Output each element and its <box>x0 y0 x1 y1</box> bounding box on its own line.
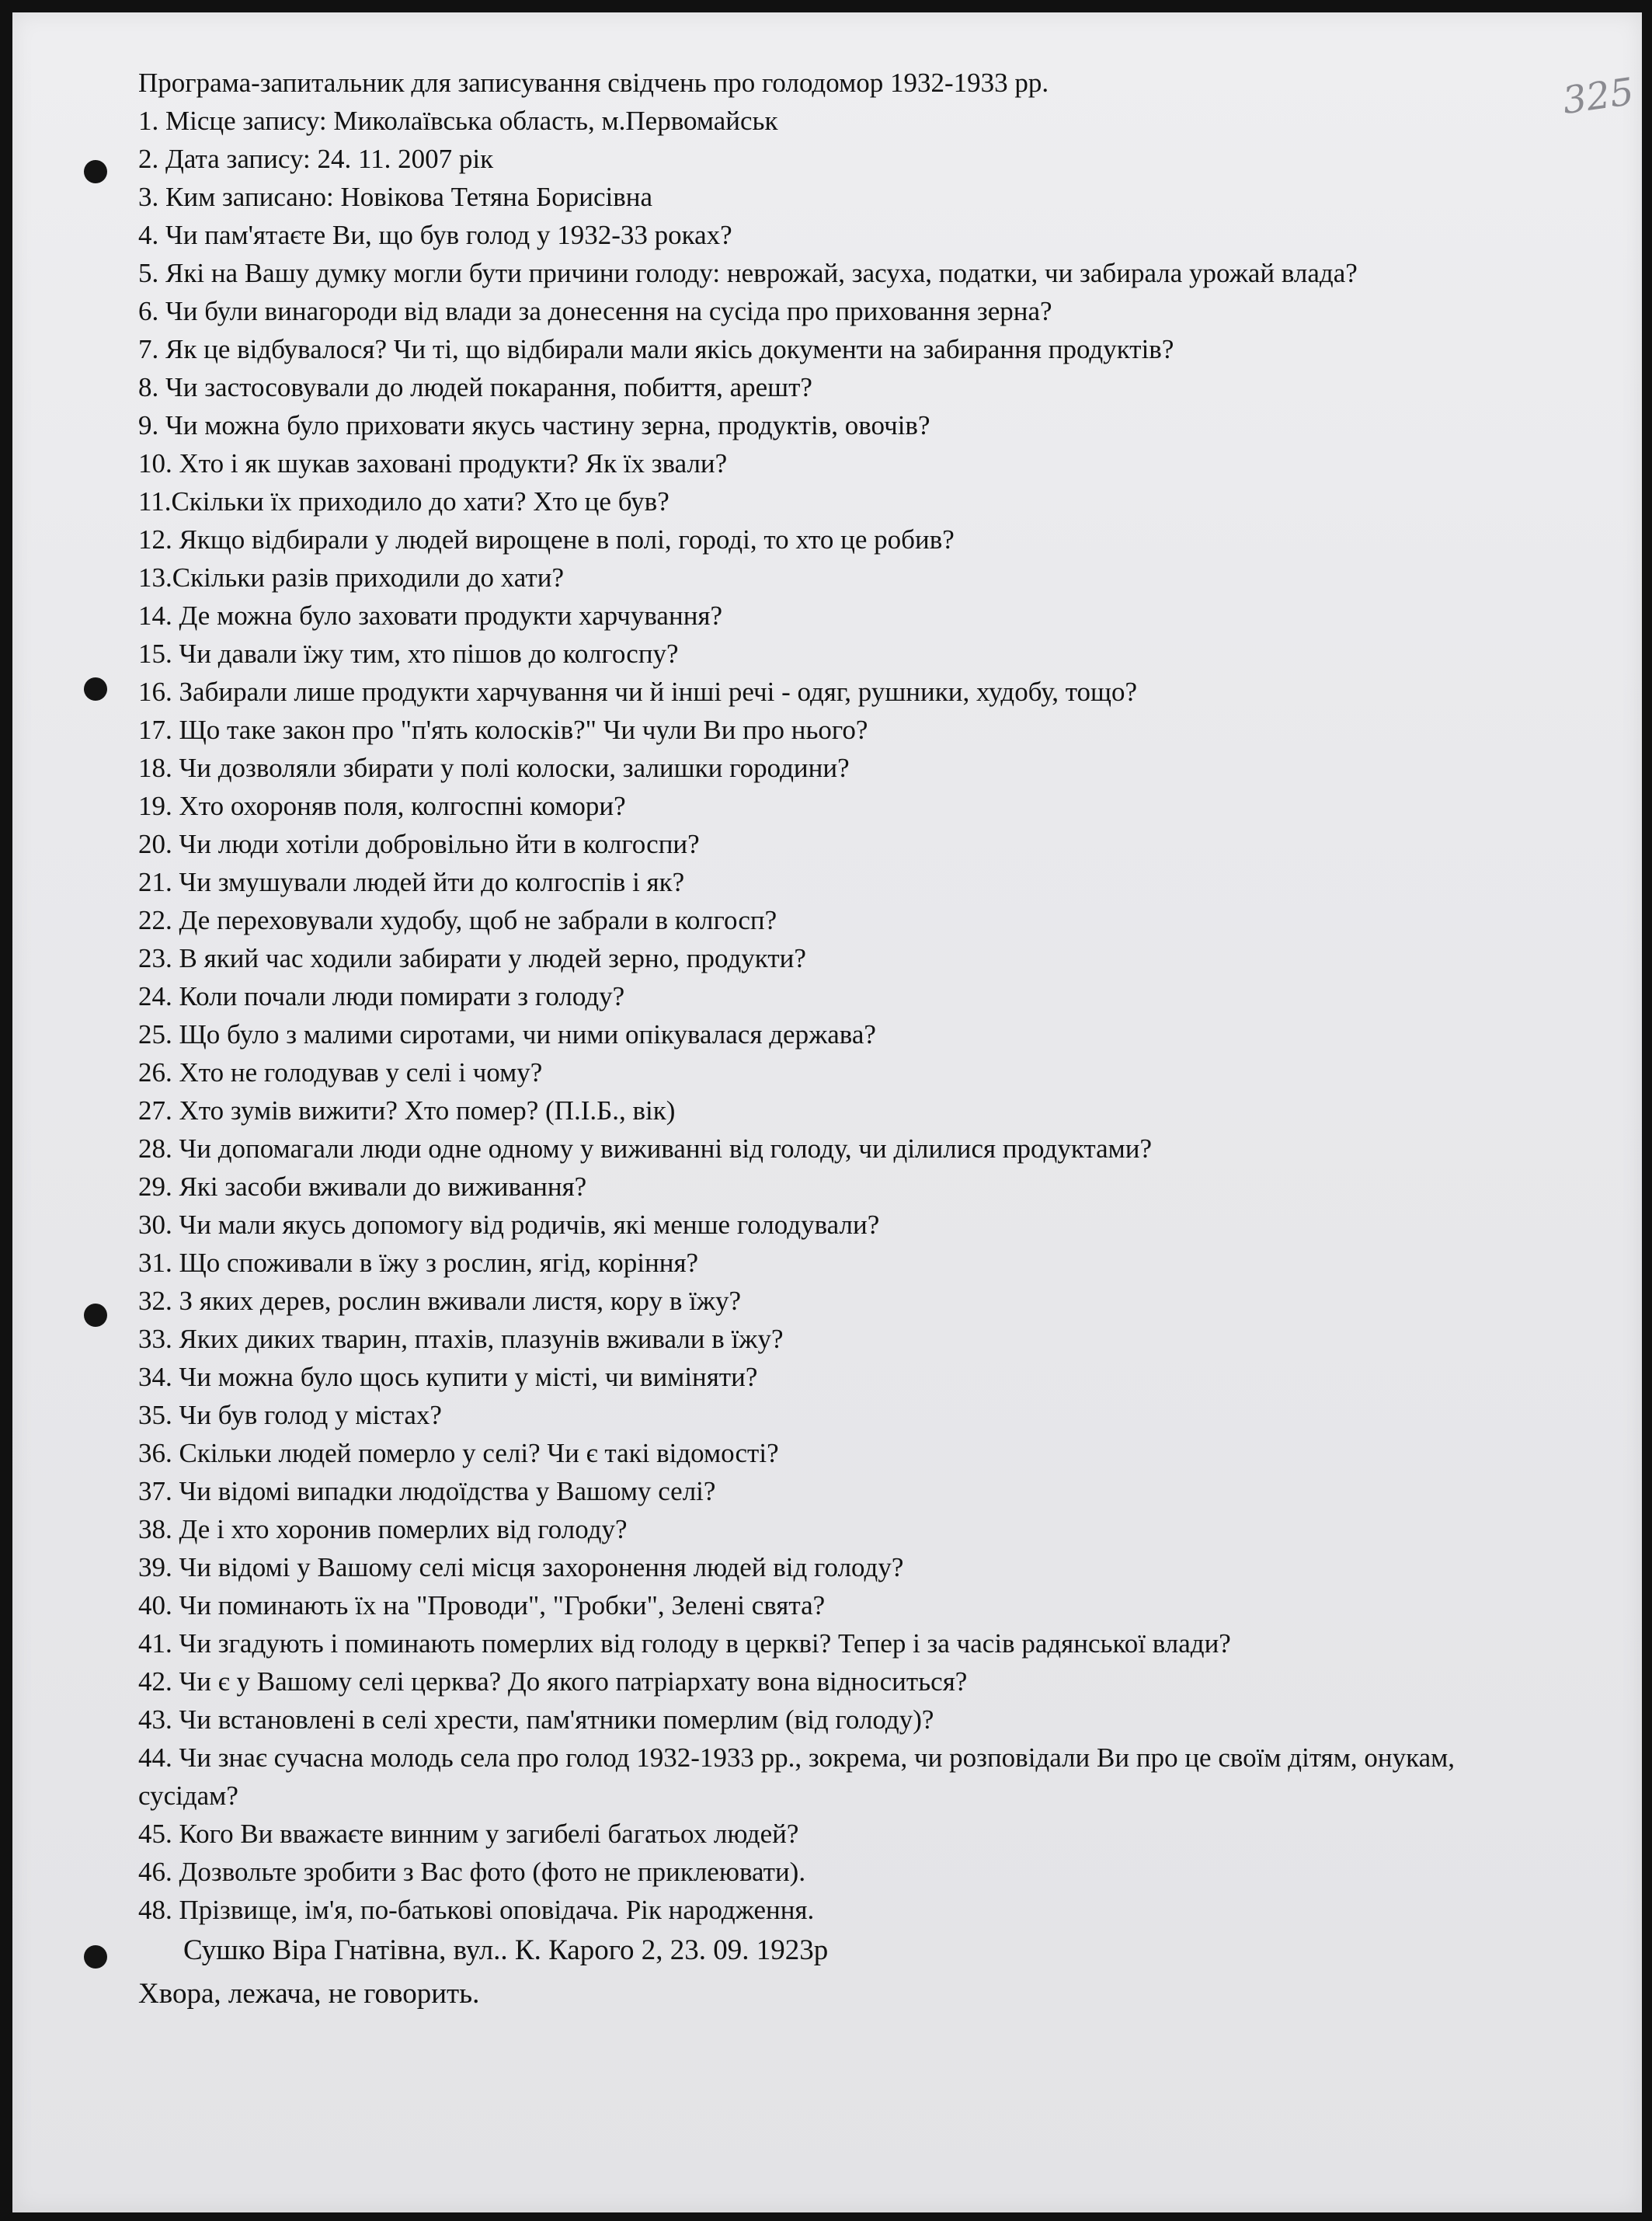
document-title: Програма-запитальник для записування свідчень про голодомор 1932-1933 рр. <box>138 68 1049 98</box>
question-item: 17. Що таке закон про "п'ять колосків?" Чи чули Ви про нього? <box>138 715 868 745</box>
punch-hole-1 <box>84 160 107 183</box>
question-item: 3. Ким записано: Новікова Тетяна Борисівна <box>138 182 653 212</box>
question-item: 8. Чи застосовували до людей покарання, побиття, арешт? <box>138 372 812 402</box>
question-item: 19. Хто охороняв поля, колгоспні комори? <box>138 791 626 821</box>
question-item: 39. Чи відомі у Вашому селі місця захоронення людей від голоду? <box>138 1552 904 1582</box>
question-item: 29. Які засоби вживали до виживання? <box>138 1171 587 1202</box>
question-item: 36. Скільки людей померло у селі? Чи є такі відомості? <box>138 1438 779 1468</box>
question-item: 15. Чи давали їжу тим, хто пішов до колгоспу? <box>138 639 679 669</box>
question-item: 1. Місце запису: Миколаївська область, м.Первомайськ <box>138 106 778 136</box>
question-item: 2. Дата запису: 24. 11. 2007 рік <box>138 144 494 174</box>
question-item: 41. Чи згадують і поминають померлих від голоду в церкві? Тепер і за часів радянської влади? <box>138 1628 1231 1659</box>
question-item: 37. Чи відомі випадки людоїдства у Вашому селі? <box>138 1476 716 1506</box>
punch-hole-4 <box>84 1945 107 1969</box>
document-page <box>12 12 1642 2212</box>
question-item: 5. Які на Вашу думку могли бути причини голоду: неврожай, засуха, податки, чи забирала урожай влада? <box>138 258 1358 288</box>
question-item: 22. Де переховували худобу, щоб не забрали в колгосп? <box>138 905 777 935</box>
question-item: 30. Чи мали якусь допомогу від родичів, які менше голодували? <box>138 1210 880 1240</box>
question-item: 42. Чи є у Вашому селі церква? До якого патріархату вона відноситься? <box>138 1666 968 1697</box>
question-item: 16. Забирали лише продукти харчування чи й інші речі - одяг, рушники, худобу, тощо? <box>138 677 1138 707</box>
question-item: 11.Скільки їх приходило до хати? Хто це був? <box>138 486 669 517</box>
question-item: 9. Чи можна було приховати якусь частину зерна, продуктів, овочів? <box>138 410 930 440</box>
punch-hole-3 <box>84 1304 107 1327</box>
question-item: 35. Чи був голод у містах? <box>138 1400 442 1430</box>
question-item: 23. В який час ходили забирати у людей зерно, продукти? <box>138 943 806 973</box>
question-item: 32. З яких дерев, рослин вживали листя, кору в їжу? <box>138 1286 742 1316</box>
punch-hole-2 <box>84 677 107 701</box>
question-item: 33. Яких диких тварин, птахів, плазунів вживали в їжу? <box>138 1324 784 1354</box>
question-item: 48. Прізвище, ім'я, по-батькові оповідача. Рік народження. <box>138 1895 815 1925</box>
question-item: 26. Хто не голодував у селі і чому? <box>138 1057 543 1088</box>
question-item: 4. Чи пам'ятаєте Ви, що був голод у 1932-33 роках? <box>138 220 732 250</box>
final-note: Хвора, лежача, не говорить. <box>138 1978 480 2010</box>
question-item: 34. Чи можна було щось купити у місті, чи виміняти? <box>138 1362 758 1392</box>
question-item: 25. Що було з малими сиротами, чи ними опікувалася держава? <box>138 1019 876 1050</box>
questionnaire-text <box>138 64 1614 2016</box>
question-list <box>138 102 1614 1929</box>
question-item: 46. Дозвольте зробити з Вас фото (фото не приклеювати). <box>138 1857 806 1887</box>
question-item: 31. Що споживали в їжу з рослин, ягід, коріння? <box>138 1248 699 1278</box>
question-item: 28. Чи допомагали люди одне одному у виживанні від голоду, чи ділилися продуктами? <box>138 1133 1153 1164</box>
question-item: 45. Кого Ви вважаєте винним у загибелі багатьох людей? <box>138 1819 799 1849</box>
question-item: 43. Чи встановлені в селі хрести, пам'ятники померлим (від голоду)? <box>138 1704 934 1735</box>
question-item: 38. Де і хто хоронив померлих від голоду? <box>138 1514 628 1544</box>
question-item: 14. Де можна було заховати продукти харчування? <box>138 601 723 631</box>
question-item: 6. Чи були винагороди від влади за донесення на сусіда про приховання зерна? <box>138 296 1052 326</box>
question-item: 44. Чи знає сучасна молодь села про голод 1932-1933 рр., зокрема, чи розповідали Ви про це своїм дітям, онукам, сусідам? <box>138 1742 1455 1811</box>
question-item: 18. Чи дозволяли збирати у полі колоски, залишки городини? <box>138 753 850 783</box>
question-item: 10. Хто і як шукав заховані продукти? Як їх звали? <box>138 448 728 479</box>
question-item: 7. Як це відбувалося? Чи ті, що відбирали мали якісь документи на забирання продуктів? <box>138 334 1174 364</box>
question-item: 27. Хто зумів вижити? Хто помер? (П.І.Б., вік) <box>138 1095 676 1126</box>
question-item: 12. Якщо відбирали у людей вирощене в полі, городі, то хто це робив? <box>138 524 955 555</box>
question-item: 21. Чи змушували людей йти до колгоспів і як? <box>138 867 685 897</box>
question-item: 24. Коли почали люди помирати з голоду? <box>138 981 625 1011</box>
question-item: 40. Чи поминають їх на "Проводи", "Гробки", Зелені свята? <box>138 1590 826 1620</box>
question-item: 20. Чи люди хотіли добровільно йти в колгоспи? <box>138 829 700 859</box>
narrator-answer: Сушко Віра Гнатівна, вул.. К. Карого 2, 23. 09. 1923р <box>183 1934 829 1966</box>
folio-number: 325 <box>1560 69 1637 124</box>
question-item: 13.Скільки разів приходили до хати? <box>138 562 564 593</box>
